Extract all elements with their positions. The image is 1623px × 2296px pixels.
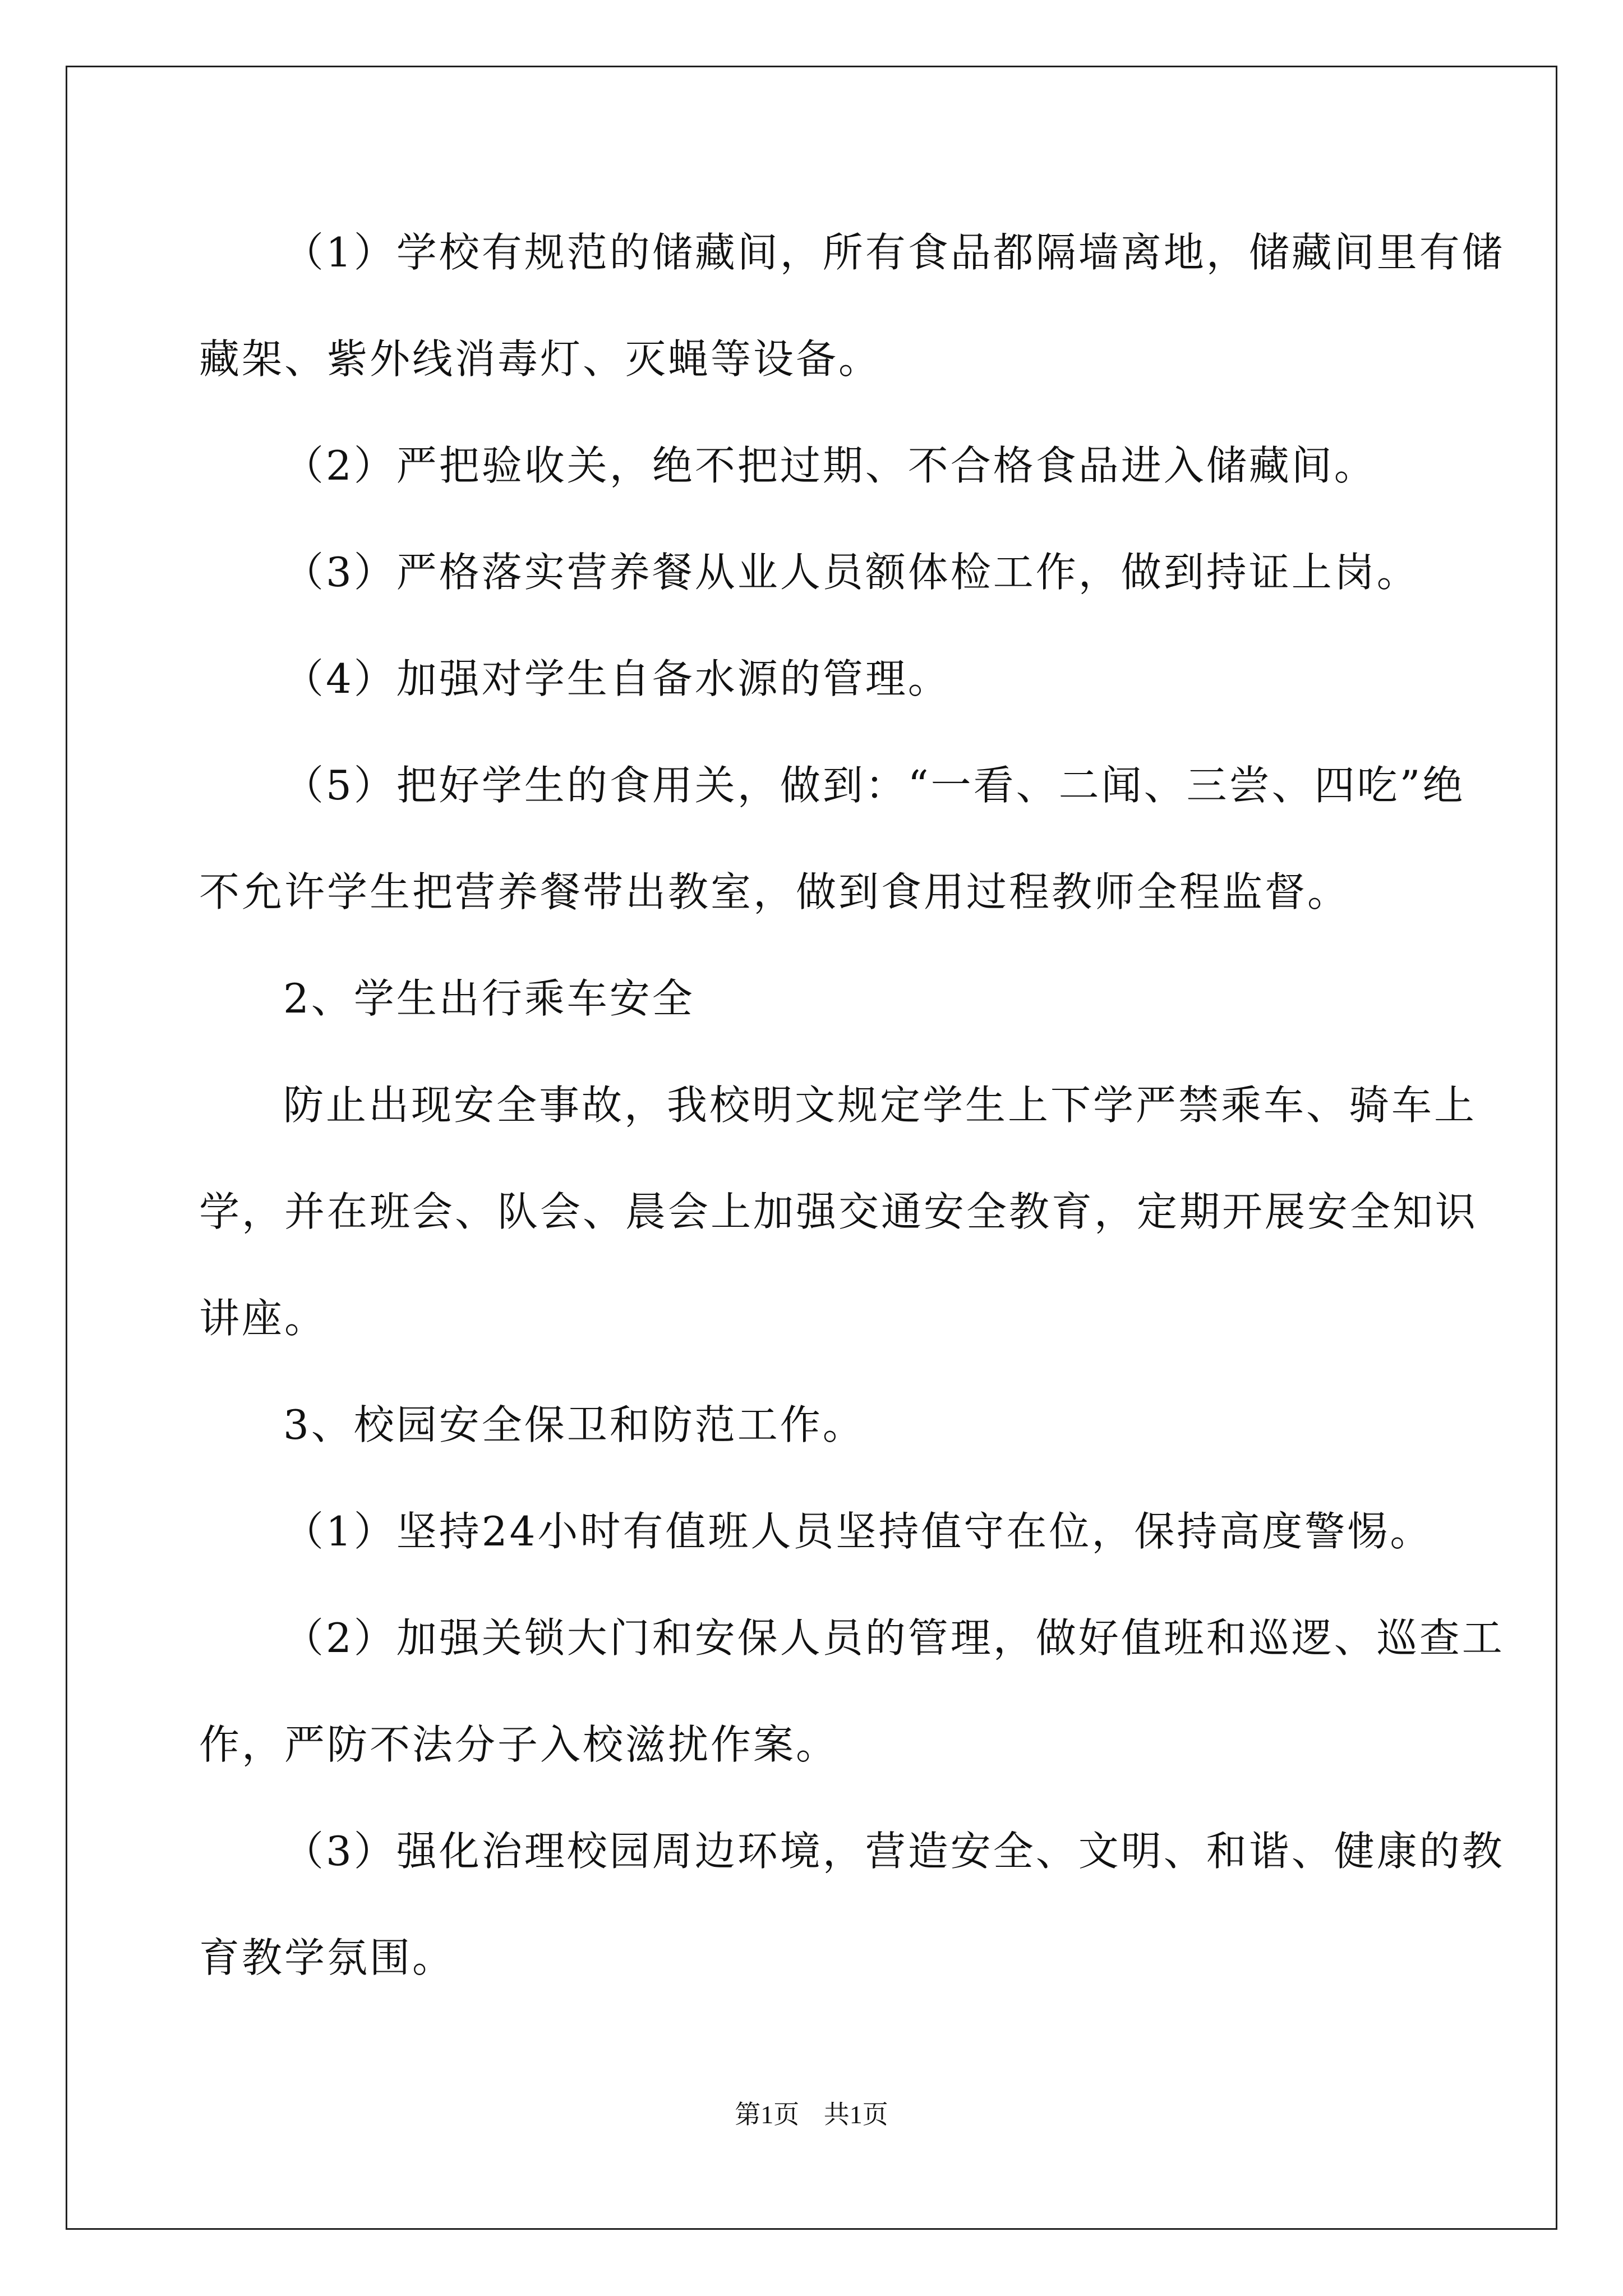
- section-heading: 3、校园安全保卫和防范工作。: [283, 1401, 865, 1448]
- paragraph-line: 作，严防不法分子入校滋扰作案。: [199, 1721, 839, 1768]
- paragraph-line: （2）加强关锁大门和安保人员的管理，做好值班和巡逻、巡查工: [283, 1614, 1505, 1662]
- paragraph-line: 学，并在班会、队会、晨会上加强交通安全教育，定期开展安全知识: [199, 1188, 1478, 1235]
- paragraph-line: 育教学氛围。: [199, 1934, 455, 1981]
- paragraph-line: （3）强化治理校园周边环境，营造安全、文明、和谐、健康的教: [283, 1828, 1505, 1875]
- paragraph-line: 防止出现安全事故，我校明文规定学生上下学严禁乘车、骑车上: [283, 1082, 1477, 1129]
- paragraph-line: （1）坚持24小时有值班人员坚持值守在位，保持高度警惕。: [283, 1508, 1433, 1555]
- page-footer: [0, 2098, 1623, 2132]
- page-border: [66, 66, 1557, 2230]
- section-heading: 2、学生出行乘车安全: [283, 975, 695, 1022]
- paragraph-line: （2）严把验收关，绝不把过期、不合格食品进入储藏间。: [283, 442, 1377, 489]
- paragraph-line: （5）把好学生的食用关，做到：“一看、二闻、三尝、四吃”绝: [283, 762, 1465, 809]
- page-number-current: 第1页: [735, 2100, 800, 2129]
- paragraph-line: 藏架、紫外线消毒灯、灭蝇等设备。: [199, 335, 882, 383]
- page-number-total: 共1页: [823, 2100, 888, 2129]
- paragraph-line: 讲座。: [199, 1295, 328, 1342]
- paragraph-line: （1）学校有规范的储藏间，所有食品都隔墙离地，储藏间里有储: [283, 229, 1505, 276]
- paragraph-line: （4）加强对学生自备水源的管理。: [283, 655, 951, 702]
- paragraph-line: （3）严格落实营养餐从业人员额体检工作，做到持证上岗。: [283, 549, 1419, 596]
- paragraph-line: 不允许学生把营养餐带出教室，做到食用过程教师全程监督。: [199, 868, 1350, 915]
